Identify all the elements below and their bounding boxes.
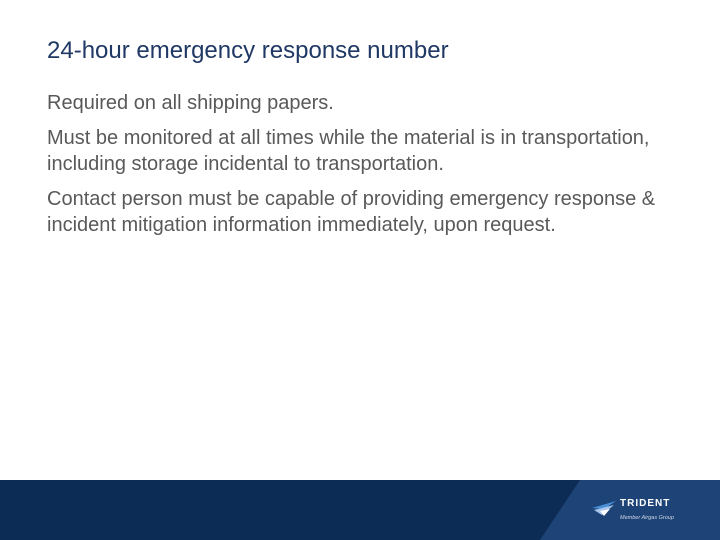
trident-logo-mark-icon — [590, 499, 620, 517]
bullet-paragraph-1: Required on all shipping papers. — [47, 92, 334, 114]
logo-tagline: Member Airgas Group — [620, 515, 674, 521]
bullet-paragraph-3: Contact person must be capable of providing emergency response & incident mitigation information immediately, upon request. — [47, 188, 656, 236]
bullet-paragraph-2: Must be monitored at all times while the material is in transportation, including storage incidental to transportation. — [47, 127, 650, 175]
trident-logo — [590, 496, 680, 530]
logo-wordmark: TRIDENT — [620, 498, 671, 509]
slide-body — [47, 90, 667, 247]
slide-title: 24-hour emergency response number — [47, 37, 449, 64]
